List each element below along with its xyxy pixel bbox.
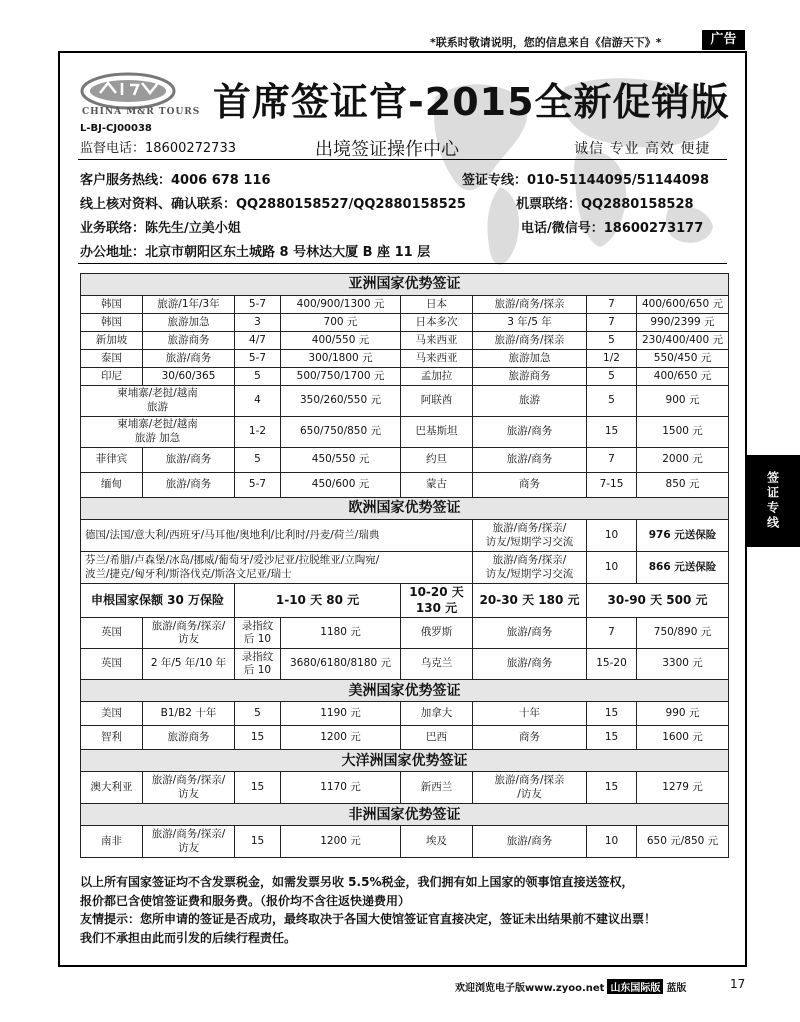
ticket-contact: 机票联络：QQ2880158528 — [516, 197, 694, 212]
price-cell: 650 元/850 元 — [637, 826, 729, 858]
divider — [78, 263, 727, 264]
days-cell: 15-20 — [587, 649, 637, 680]
days-cell: 5 — [235, 448, 281, 473]
visa-type-cell: 旅游/商务 — [143, 448, 235, 473]
visa-type-cell: 旅游/商务/探亲/ 访友/短期学习交流 — [473, 520, 587, 552]
table-row — [81, 332, 729, 350]
country-cell: 泰国 — [81, 350, 143, 368]
table-row — [81, 296, 729, 314]
visa-type-cell: 旅游/商务/探亲/ 访友/短期学习交流 — [473, 552, 587, 584]
days-cell: 10 — [587, 552, 637, 584]
insurance-price-cell: 20-30 天 180 元 — [473, 584, 587, 618]
visa-type-cell: 旅游/商务/探亲 — [473, 332, 587, 350]
price-cell: 3300 元 — [637, 649, 729, 680]
country-cell: 柬埔寨/老挝/越南 旅游 — [81, 386, 235, 417]
days-cell: 15 — [235, 772, 281, 804]
business-contact: 业务联络：陈先生/立美小姐 — [80, 221, 241, 236]
price-cell: 2000 元 — [637, 448, 729, 473]
table-row — [81, 649, 729, 680]
visa-type-cell: 旅游/商务/探亲/ 访友 — [143, 618, 235, 649]
country-cell: 日本多次 — [401, 314, 473, 332]
online-contact: 线上核对资料、确认联系：QQ2880158527/QQ2880158525 — [80, 197, 466, 212]
price-cell: 1180 元 — [281, 618, 401, 649]
note-line: 我们不承担由此而引发的后续行程责任。 — [80, 930, 297, 945]
insurance-price-cell: 10-20 天 130 元 — [401, 584, 473, 618]
country-cell: 菲律宾 — [81, 448, 143, 473]
price-cell: 1500 元 — [637, 417, 729, 448]
table-row — [81, 448, 729, 473]
price-cell: 850 元 — [637, 473, 729, 498]
table-row — [81, 772, 729, 804]
table-row — [81, 417, 729, 448]
visa-type-cell: 十年 — [473, 702, 587, 726]
visa-type-cell: 旅游商务 — [143, 332, 235, 350]
footer-version: 蓝版 — [666, 983, 687, 994]
visa-type-cell: 旅游/商务 — [143, 473, 235, 498]
visa-type-cell: 旅游/商务/探亲/ 访友 — [143, 826, 235, 858]
price-cell: 1170 元 — [281, 772, 401, 804]
days-cell: 1/2 — [587, 350, 637, 368]
country-cell: 柬埔寨/老挝/越南 旅游 加急 — [81, 417, 235, 448]
hotline: 客户服务热线：4006 678 116 — [80, 173, 271, 188]
visa-price-table — [80, 273, 728, 858]
country-cell: 加拿大 — [401, 702, 473, 726]
ad-badge: 广告 — [702, 30, 745, 50]
table-row — [81, 386, 729, 417]
table-row — [81, 552, 729, 584]
table-row — [81, 350, 729, 368]
days-cell: 录指纹后 10 — [235, 618, 281, 649]
visa-type-cell: 旅游加急 — [143, 314, 235, 332]
price-cell: 450/600 元 — [281, 473, 401, 498]
table-row — [81, 726, 729, 750]
days-cell: 7 — [587, 296, 637, 314]
price-cell: 976 元送保险 — [637, 520, 729, 552]
footer-browse: 欢迎浏览电子版www.zyoo.net — [455, 983, 605, 994]
country-cell: 日本 — [401, 296, 473, 314]
days-cell: 7 — [587, 618, 637, 649]
insurance-label-cell: 申根国家保额 30 万保险 — [81, 584, 235, 618]
slogan: 诚信 专业 高效 便捷 — [574, 141, 711, 157]
visa-type-cell: 旅游/1年/3年 — [143, 296, 235, 314]
country-cell: 巴基斯坦 — [401, 417, 473, 448]
days-cell: 10 — [587, 826, 637, 858]
country-list-cell: 芬兰/希腊/卢森堡/冰岛/挪威/葡萄牙/爱沙尼亚/拉脱维亚/立陶宛/ 波兰/捷克/匈牙利/斯洛伐克/斯洛文尼亚/瑞士 — [81, 552, 473, 584]
days-cell: 4 — [235, 386, 281, 417]
country-cell: 缅甸 — [81, 473, 143, 498]
visa-type-cell: 旅游商务 — [473, 368, 587, 386]
price-cell: 3680/6180/8180 元 — [281, 649, 401, 680]
price-cell: 230/400/400 元 — [637, 332, 729, 350]
wechat-contact: 电话/微信号：18600273177 — [521, 221, 704, 236]
price-cell: 400/600/650 元 — [637, 296, 729, 314]
insurance-price-cell: 1-10 天 80 元 — [235, 584, 401, 618]
price-cell: 1600 元 — [637, 726, 729, 750]
days-cell: 5 — [235, 368, 281, 386]
visa-type-cell: 旅游/商务/探亲 /访友 — [473, 772, 587, 804]
visa-type-cell: 3 年/5 年 — [473, 314, 587, 332]
visa-type-cell: 旅游/商务 — [473, 649, 587, 680]
footer-edition: 山东国际版 — [607, 979, 663, 994]
country-cell: 乌克兰 — [401, 649, 473, 680]
table-row — [81, 314, 729, 332]
country-cell: 阿联酋 — [401, 386, 473, 417]
days-cell: 1-2 — [235, 417, 281, 448]
table-row — [81, 826, 729, 858]
days-cell: 5 — [587, 332, 637, 350]
price-cell: 1200 元 — [281, 726, 401, 750]
advert-frame — [58, 51, 747, 967]
days-cell: 5-7 — [235, 350, 281, 368]
visa-type-cell: 旅游/商务/探亲 — [473, 296, 587, 314]
section-header-africa: 非洲国家优势签证 — [81, 804, 729, 826]
days-cell: 15 — [587, 702, 637, 726]
days-cell: 录指纹后 10 — [235, 649, 281, 680]
days-cell: 5 — [235, 702, 281, 726]
side-tab-visa-line: 签证专线 — [746, 455, 800, 547]
visa-type-cell: 商务 — [473, 473, 587, 498]
insurance-price-cell: 30-90 天 500 元 — [587, 584, 729, 618]
country-cell: 韩国 — [81, 296, 143, 314]
price-cell: 350/260/550 元 — [281, 386, 401, 417]
visa-type-cell: 旅游/商务 — [473, 826, 587, 858]
page-title: 首席签证官-2015全新促销版 — [213, 80, 730, 124]
days-cell: 15 — [587, 772, 637, 804]
days-cell: 7-15 — [587, 473, 637, 498]
price-cell: 400/900/1300 元 — [281, 296, 401, 314]
price-cell: 650/750/850 元 — [281, 417, 401, 448]
table-row — [81, 368, 729, 386]
visa-line: 签证专线：010-51144095/51144098 — [462, 173, 710, 188]
note-line: 以上所有国家签证均不含发票税金，如需发票另收 5.5%税金，我们拥有如上国家的领事馆直接送签权， — [80, 875, 634, 889]
days-cell: 4/7 — [235, 332, 281, 350]
price-cell: 400/550 元 — [281, 332, 401, 350]
price-cell: 750/890 元 — [637, 618, 729, 649]
office-address: 办公地址：北京市朝阳区东土城路 8 号林达大厦 B 座 11 层 — [80, 245, 431, 260]
visa-type-cell: 旅游/商务 — [473, 618, 587, 649]
price-cell: 866 元送保险 — [637, 552, 729, 584]
country-cell: 澳大利亚 — [81, 772, 143, 804]
note-line: 报价都已含使馆签证费和服务费。（报价均不含往返快递费用） — [80, 893, 411, 908]
section-header-europe: 欧洲国家优势签证 — [81, 498, 729, 520]
days-cell: 7 — [587, 314, 637, 332]
divider — [78, 159, 727, 160]
notes-block — [80, 873, 728, 947]
price-cell: 500/750/1700 元 — [281, 368, 401, 386]
footer — [455, 979, 686, 994]
visa-type-cell: 旅游/商务 — [473, 417, 587, 448]
center-subtitle: 出境签证操作中心 — [315, 139, 459, 160]
days-cell: 5-7 — [235, 473, 281, 498]
price-cell: 990/2399 元 — [637, 314, 729, 332]
days-cell: 5 — [587, 368, 637, 386]
section-header-oceania: 大洋洲国家优势签证 — [81, 750, 729, 772]
days-cell: 15 — [235, 826, 281, 858]
visa-type-cell: 30/60/365 — [143, 368, 235, 386]
table-row — [81, 702, 729, 726]
days-cell: 10 — [587, 520, 637, 552]
logo-text: CHINA M&R TOURS — [82, 107, 201, 117]
supervision-phone: 监督电话：18600272733 — [80, 141, 236, 156]
country-cell: 新西兰 — [401, 772, 473, 804]
table-row — [81, 618, 729, 649]
page-number: 17 — [730, 977, 746, 991]
days-cell: 3 — [235, 314, 281, 332]
country-cell: 美国 — [81, 702, 143, 726]
visa-type-cell: 旅游/商务/探亲/ 访友 — [143, 772, 235, 804]
section-header-america: 美洲国家优势签证 — [81, 680, 729, 702]
country-cell: 新加坡 — [81, 332, 143, 350]
country-cell: 英国 — [81, 649, 143, 680]
country-cell: 俄罗斯 — [401, 618, 473, 649]
days-cell: 7 — [587, 448, 637, 473]
country-list-cell: 德国/法国/意大利/西班牙/马耳他/奥地利/比利时/丹麦/荷兰/瑞典 — [81, 520, 473, 552]
visa-type-cell: 旅游商务 — [143, 726, 235, 750]
country-cell: 印尼 — [81, 368, 143, 386]
schengen-insurance-row — [81, 584, 729, 618]
top-note: *联系时敬请说明，您的信息来自《信游天下》* — [430, 36, 662, 49]
country-cell: 南非 — [81, 826, 143, 858]
visa-type-cell: 2 年/5 年/10 年 — [143, 649, 235, 680]
days-cell: 15 — [587, 726, 637, 750]
price-cell: 1190 元 — [281, 702, 401, 726]
country-cell: 韩国 — [81, 314, 143, 332]
price-cell: 990 元 — [637, 702, 729, 726]
days-cell: 5 — [587, 386, 637, 417]
days-cell: 15 — [235, 726, 281, 750]
visa-type-cell: 旅游/商务 — [473, 448, 587, 473]
price-cell: 1279 元 — [637, 772, 729, 804]
country-cell: 智利 — [81, 726, 143, 750]
visa-type-cell: 旅游/商务 — [143, 350, 235, 368]
visa-type-cell: 商务 — [473, 726, 587, 750]
price-cell: 900 元 — [637, 386, 729, 417]
country-cell: 马来西亚 — [401, 350, 473, 368]
visa-type-cell: 旅游 — [473, 386, 587, 417]
note-line: 友情提示：您所申请的签证是否成功，最终取决于各国大使馆签证官直接决定，签证未出结果前不建议出票！ — [80, 912, 657, 926]
country-cell: 马来西亚 — [401, 332, 473, 350]
price-cell: 1200 元 — [281, 826, 401, 858]
country-cell: 埃及 — [401, 826, 473, 858]
country-cell: 蒙古 — [401, 473, 473, 498]
price-cell: 400/650 元 — [637, 368, 729, 386]
country-cell: 孟加拉 — [401, 368, 473, 386]
country-cell: 约旦 — [401, 448, 473, 473]
price-cell: 550/450 元 — [637, 350, 729, 368]
country-cell: 巴西 — [401, 726, 473, 750]
visa-type-cell: B1/B2 十年 — [143, 702, 235, 726]
price-cell: 450/550 元 — [281, 448, 401, 473]
days-cell: 5-7 — [235, 296, 281, 314]
days-cell: 15 — [587, 417, 637, 448]
section-header-asia: 亚洲国家优势签证 — [81, 274, 729, 296]
price-cell: 300/1800 元 — [281, 350, 401, 368]
table-row — [81, 473, 729, 498]
license-number: L-BJ-CJ00038 — [80, 123, 152, 134]
price-cell: 700 元 — [281, 314, 401, 332]
table-row — [81, 520, 729, 552]
country-cell: 英国 — [81, 618, 143, 649]
visa-type-cell: 旅游加急 — [473, 350, 587, 368]
